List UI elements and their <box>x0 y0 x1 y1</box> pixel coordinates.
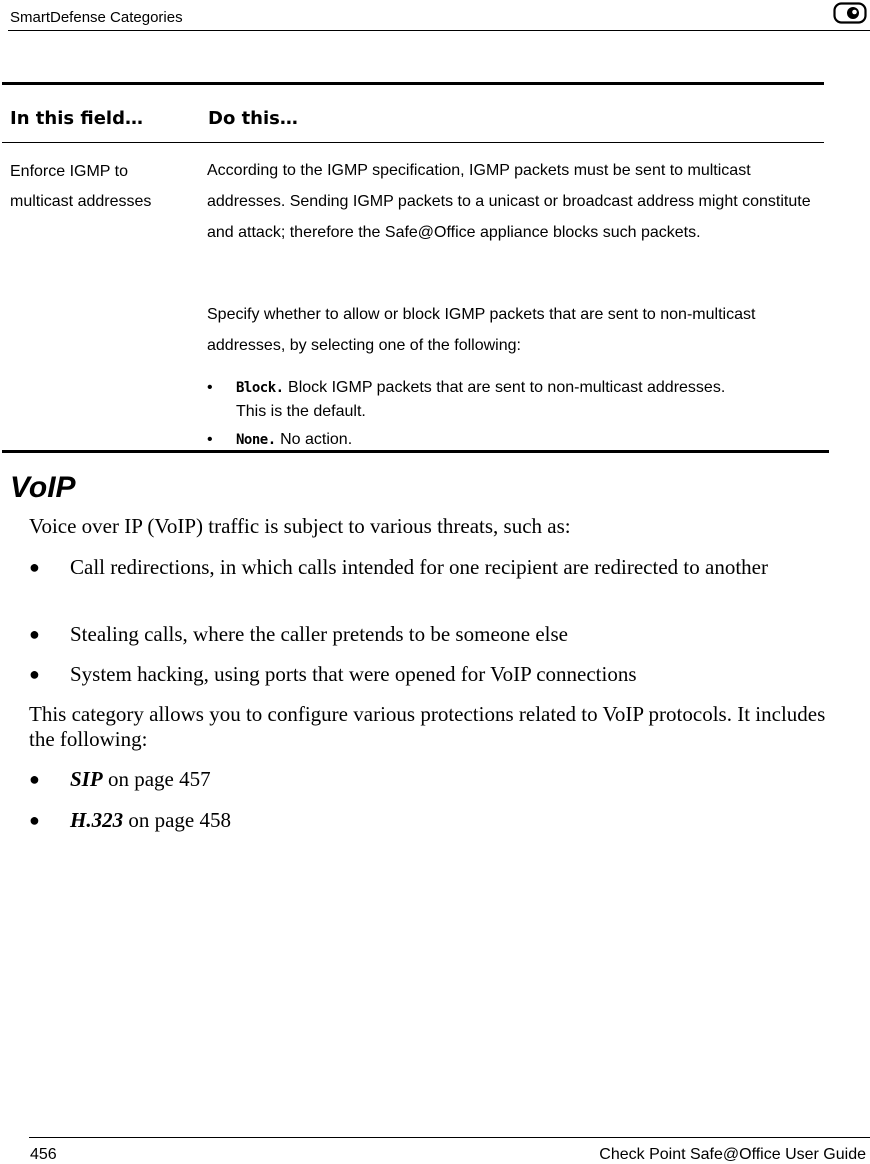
bullet-icon: ● <box>29 664 40 684</box>
column-header-field: In this field… <box>10 108 143 129</box>
footer-rule <box>29 1137 870 1138</box>
bullet-icon: ● <box>29 557 40 577</box>
bullet-icon: • <box>207 431 213 448</box>
description-paragraph-1: According to the IGMP specification, IGMP packets must be sent to multicast addresses. Sending IGMP packets to a unicast or broadcast address might constitute and attack; therefore the Safe@Office appliance blocks such packets. <box>207 162 811 241</box>
option-text: No action. <box>280 431 353 448</box>
section-intro: Voice over IP (VoIP) traffic is subject to various threats, such as: <box>29 514 571 538</box>
link-h323[interactable]: H.323 <box>70 808 124 832</box>
bullet-icon: ● <box>29 769 40 789</box>
option-text: Block IGMP packets that are sent to non-multicast addresses. This is the default. <box>236 379 726 420</box>
table-top-rule <box>2 82 824 85</box>
bullet-icon: ● <box>29 810 40 830</box>
header-rule <box>8 30 870 31</box>
link-sip[interactable]: SIP <box>70 767 103 791</box>
bullet-icon: ● <box>29 624 40 644</box>
section-outro: This category allows you to configure various protections related to VoIP protocols. It includes the following: <box>29 702 826 751</box>
column-header-action: Do this… <box>208 108 298 129</box>
bullet-icon: • <box>207 379 213 396</box>
table-header-rule <box>2 142 824 143</box>
guide-title: Check Point Safe@Office User Guide <box>599 1146 866 1163</box>
section-heading: VoIP <box>10 471 76 504</box>
running-header-title: SmartDefense Categories <box>10 9 183 26</box>
option-key: Block. <box>236 380 284 396</box>
field-name-cell: Enforce IGMP to multicast addresses <box>10 163 152 210</box>
page-number: 456 <box>30 1146 57 1163</box>
table-bottom-rule <box>2 450 829 453</box>
description-paragraph-2: Specify whether to allow or block IGMP packets that are sent to non-multicast addresses, by selecting one of the following: <box>207 306 756 354</box>
option-key: None. <box>236 432 276 448</box>
check-point-logo-icon <box>833 2 867 24</box>
